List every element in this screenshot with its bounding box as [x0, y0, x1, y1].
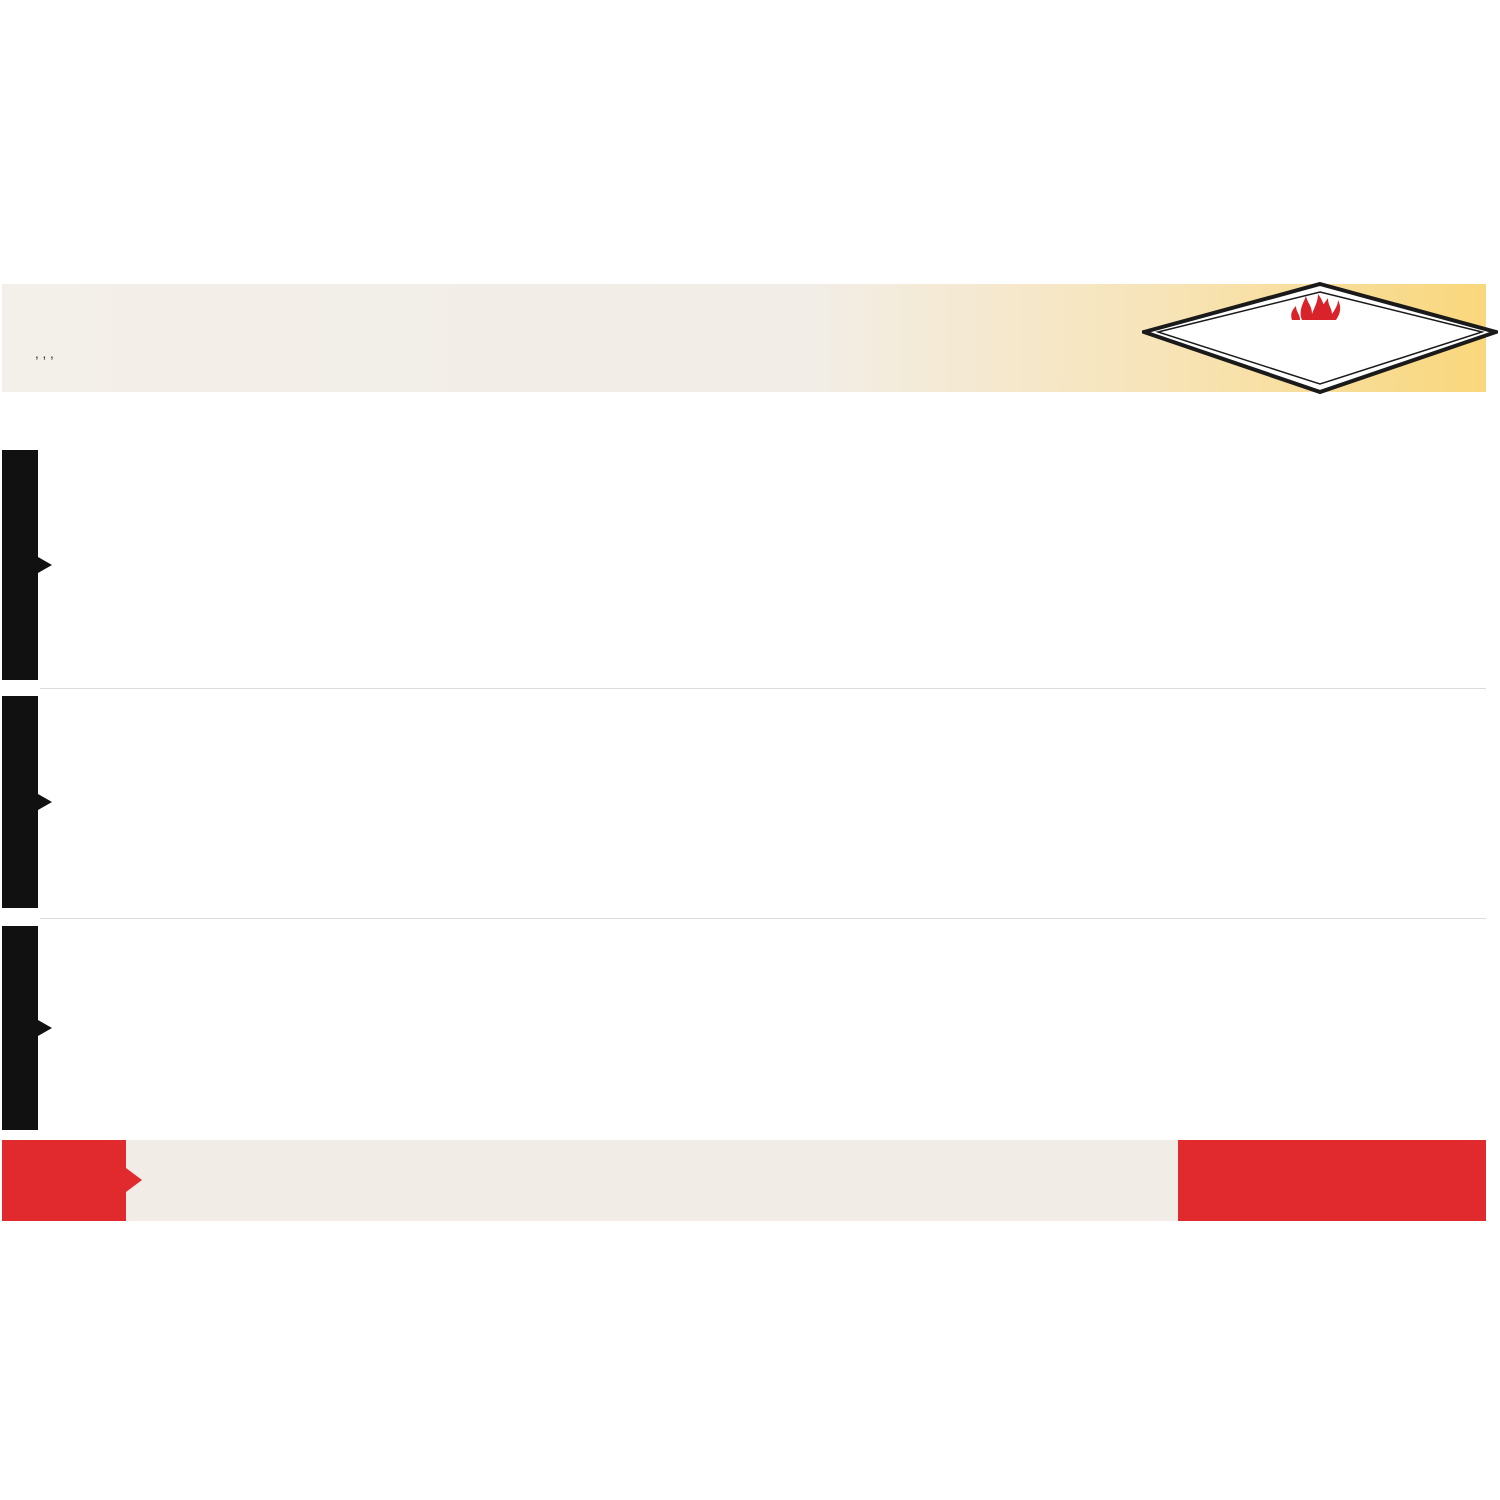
row-divider: [40, 688, 1486, 689]
side-tab-extinguisher-type: [2, 450, 38, 680]
diamond-logo-icon: [1142, 280, 1498, 396]
row-divider: [40, 918, 1486, 919]
classes-of-fire-tab: [2, 1140, 126, 1221]
quality-slogan: [1178, 1140, 1486, 1221]
classes-of-fire-footer: [2, 1140, 1486, 1221]
side-tab-industries: [2, 926, 38, 1130]
intro-text: [35, 344, 54, 363]
hazard-analysis-chart: [0, 284, 1500, 1224]
amerex-logo: [1142, 280, 1498, 396]
intro-line-2: , , ,: [35, 346, 54, 361]
side-tab-class-application: [2, 696, 38, 908]
